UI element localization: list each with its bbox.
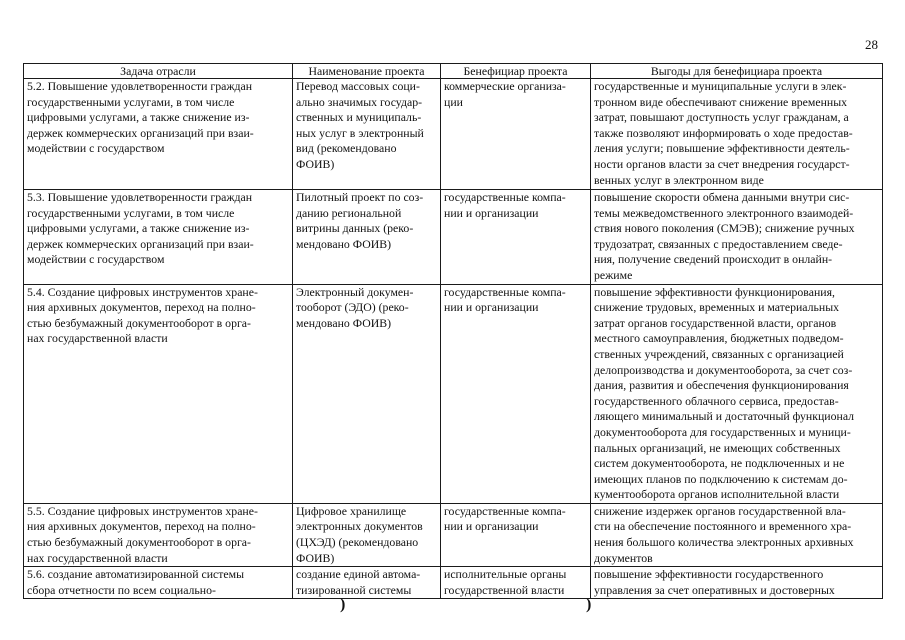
task-cell: 5.4. Создание цифровых инструментов хране- ния архивных документов, переход на полно- стью безбумажный документооборот в орга- нах государственной власти xyxy=(24,284,293,503)
header-project: Наименование проекта xyxy=(293,64,441,79)
task-cell: 5.2. Повышение удовлетворенности граждан государственными услугами, в том числе цифровыми услугами, а также снижение из- держек коммерческих организаций при взаи- модействии с государством xyxy=(24,79,293,190)
benefits-cell: государственные и муниципальные услуги в элек- тронном виде обеспечивают снижение временных затрат, повышают доступность услуг гражданам, а также позволяют информировать о ходе предостав- ления услуги; повышение эффективности деятель- ности органов власти за счет внедрения государст- венных услуг в электронном виде xyxy=(591,79,883,190)
beneficiary-cell: коммерческие организа- ции xyxy=(441,79,591,190)
table-row xyxy=(24,284,883,503)
scan-mark-right: ) xyxy=(586,596,592,613)
table-row xyxy=(24,503,883,566)
table-row xyxy=(24,79,883,190)
beneficiary-cell: исполнительные органы государственной власти xyxy=(441,567,591,599)
benefits-cell: повышение скорости обмена данными внутри сис- темы межведомственного электронного взаимодей- ствия нового поколения (СМЭВ); снижение ручных трудозатрат, связанных с предоставлением сведе- ния, получение сведений происходит в онлайн- режиме xyxy=(591,190,883,285)
beneficiary-cell: государственные компа- нии и организации xyxy=(441,190,591,285)
scan-mark-left: ) xyxy=(340,596,346,613)
beneficiary-cell: государственные компа- нии и организации xyxy=(441,503,591,566)
project-cell: Цифровое хранилище электронных документов (ЦХЭД) (рекомендовано ФОИВ) xyxy=(293,503,441,566)
benefits-cell: повышение эффективности функционирования, снижение трудовых, временных и материальных затрат органов государственной власти, органов местного самоуправления, бюджетных подведом- ственных учреждений, связанных с организацией делопроизводства и документооборота, за счет соз- дания, развития и обеспечения функционирования государственного облачного сервиса, предостав- ляющего минимальный и достаточный функционал документооборота для государственных и муници- пальных организаций, не имеющих собственных систем документооборота, не подключенных и не имеющих планов по подключению к системам до- кументооборота органов исполнительной власти xyxy=(591,284,883,503)
project-cell: создание единой автома- тизированной системы xyxy=(293,567,441,599)
benefits-cell: снижение издержек органов государственной вла- сти на обеспечение постоянного и временного хра- нения большого количества электронных архивных документов xyxy=(591,503,883,566)
table-header-row xyxy=(24,64,883,79)
page-number: 28 xyxy=(865,37,878,52)
table-row xyxy=(24,567,883,599)
task-cell: 5.3. Повышение удовлетворенности граждан государственными услугами, в том числе цифровыми услугами, а также снижение из- держек коммерческих организаций при взаи- модействии с государством xyxy=(24,190,293,285)
table-row xyxy=(24,190,883,285)
header-beneficiary: Бенефициар проекта xyxy=(441,64,591,79)
header-benefits: Выгоды для бенефициара проекта xyxy=(591,64,883,79)
task-cell: 5.5. Создание цифровых инструментов хране- ния архивных документов, переход на полно- стью безбумажный документооборот в орга- нах государственной власти xyxy=(24,503,293,566)
beneficiary-cell: государственные компа- нии и организации xyxy=(441,284,591,503)
header-task: Задача отрасли xyxy=(24,64,293,79)
project-cell: Пилотный проект по соз- данию региональной витрины данных (реко- мендовано ФОИВ) xyxy=(293,190,441,285)
task-cell: 5.6. создание автоматизированной системы сбора отчетности по всем социально- xyxy=(24,567,293,599)
project-cell: Перевод массовых соци- ально значимых государ- ственных и муниципаль- ных услуг в электронный вид (рекомендовано ФОИВ) xyxy=(293,79,441,190)
project-cell: Электронный докумен- тооборот (ЭДО) (реко- мендовано ФОИВ) xyxy=(293,284,441,503)
benefits-cell: повышение эффективности государственного управления за счет оперативных и достоверных xyxy=(591,567,883,599)
industry-tasks-table xyxy=(23,63,883,599)
